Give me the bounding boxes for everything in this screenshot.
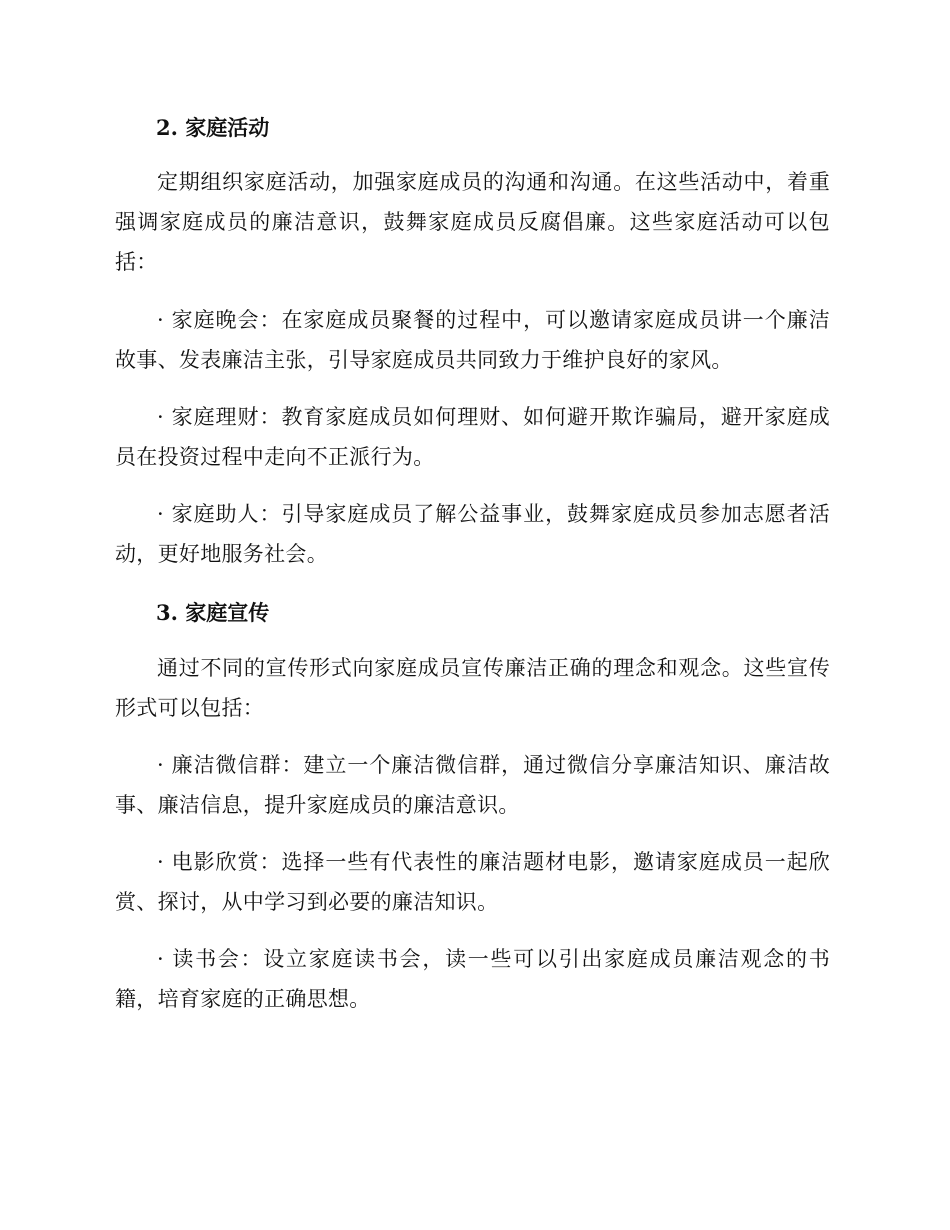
section-2-item-family-party: · 家庭晚会：在家庭成员聚餐的过程中，可以邀请家庭成员讲一个廉洁故事、发表廉洁主张，引导家庭成员共同致力于维护良好的家风。 (115, 308, 830, 372)
section-2-item-family-helping: · 家庭助人：引导家庭成员了解公益事业，鼓舞家庭成员参加志愿者活动，更好地服务社会。 (115, 502, 830, 566)
section-2-intro: 定期组织家庭活动，加强家庭成员的沟通和沟通。在这些活动中，着重强调家庭成员的廉洁意识，鼓舞家庭成员反腐倡廉。这些家庭活动可以包括： (115, 170, 830, 274)
section-3-item-wechat-group: · 廉洁微信群：建立一个廉洁微信群，通过微信分享廉洁知识、廉洁故事、廉洁信息，提升家庭成员的廉洁意识。 (115, 753, 830, 817)
section-3-heading: 3. 家庭宣传 (156, 600, 270, 625)
section-2-heading: 2. 家庭活动 (156, 115, 270, 140)
section-3-intro: 通过不同的宣传形式向家庭成员宣传廉洁正确的理念和观念。这些宣传形式可以包括： (115, 656, 830, 720)
section-2-item-family-finance: · 家庭理财：教育家庭成员如何理财、如何避开欺诈骗局，避开家庭成员在投资过程中走向不正派行为。 (115, 405, 830, 469)
section-3-item-book-club: · 读书会：设立家庭读书会，读一些可以引出家庭成员廉洁观念的书籍，培育家庭的正确思想。 (115, 947, 830, 1011)
section-3-item-movie-watching: · 电影欣赏：选择一些有代表性的廉洁题材电影，邀请家庭成员一起欣赏、探讨，从中学习到必要的廉洁知识。 (115, 850, 830, 914)
